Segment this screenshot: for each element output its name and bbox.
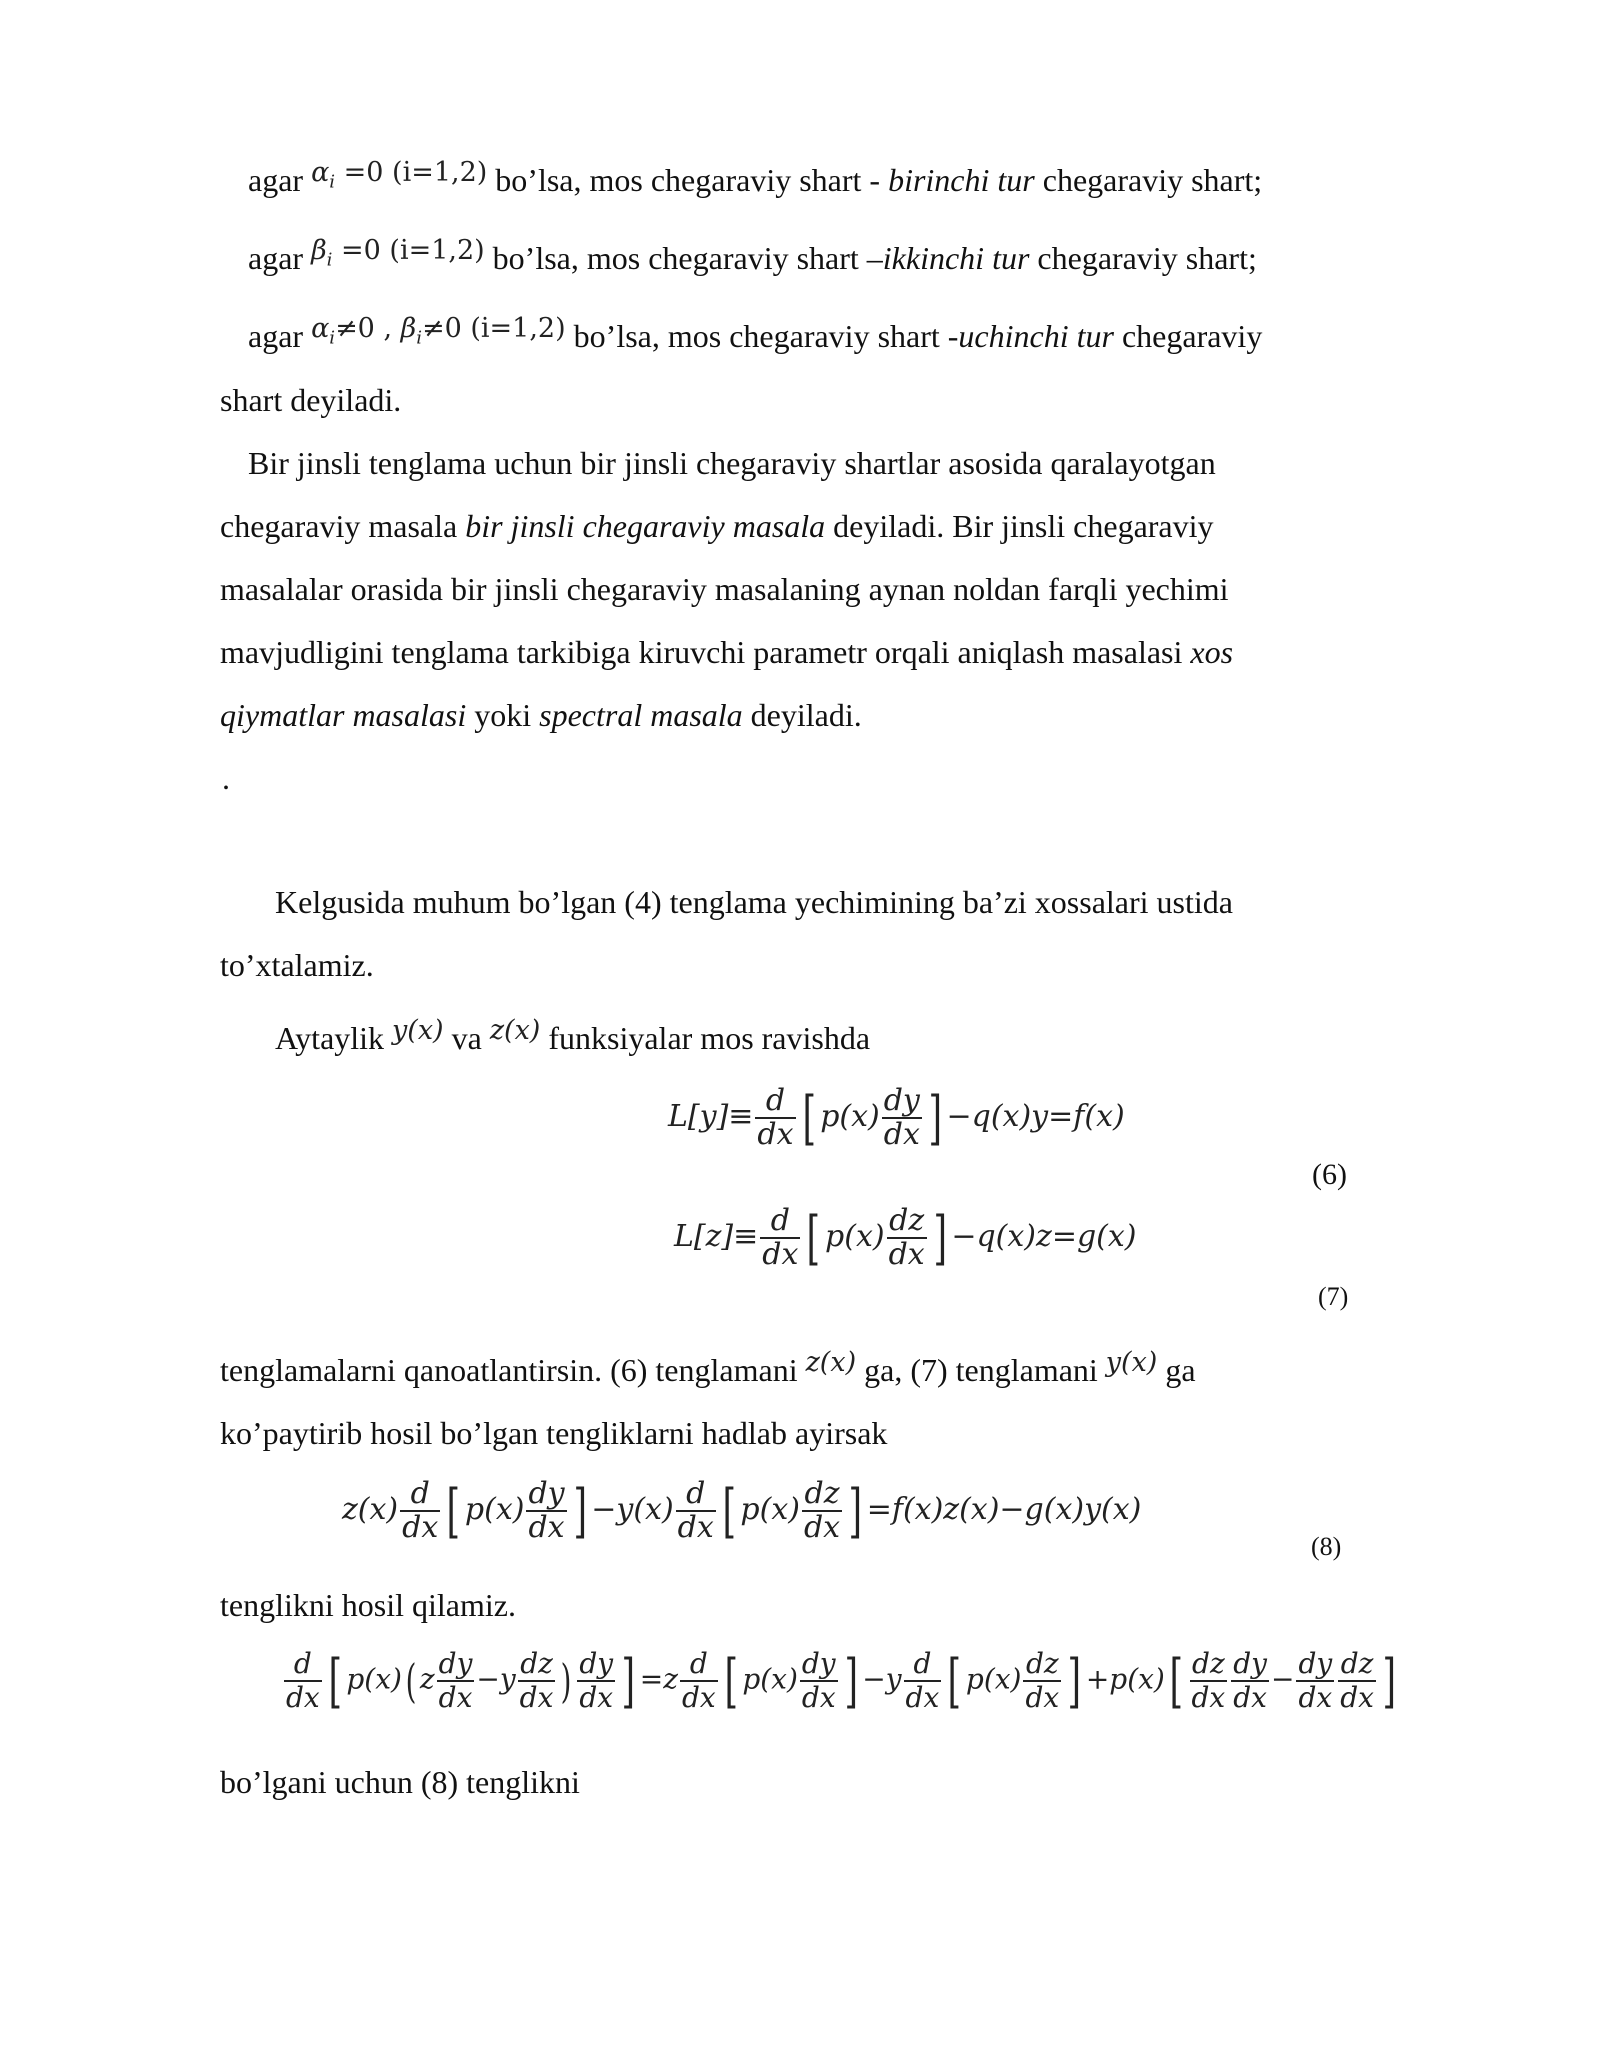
para2-line1: Bir jinsli tenglama uchun bir jinsli chegaraviy shartlar asosida qaralayotgan <box>248 445 1216 481</box>
word-agar: agar <box>248 240 304 276</box>
eq-p: p(x) <box>346 1662 402 1696</box>
bracket-left: [ <box>806 1204 821 1272</box>
para5-line2: ko’paytirib hosil bo’lgan tengliklarni hadlab ayirsak <box>220 1415 888 1451</box>
term-first-kind: birinchi tur <box>888 162 1035 198</box>
text-segment: ga, (7) tenglamani <box>856 1352 1106 1388</box>
fraction-dz-dx: $\frac{dz}{dx}$ <box>803 1476 841 1545</box>
fraction-d-dx: $\frac{d}{dx}$ <box>286 1647 320 1714</box>
text-segment: chegaraviy shart; <box>1029 240 1257 276</box>
term-third-kind: uchinchi tur <box>958 318 1114 354</box>
text-segment: Aytaylik <box>275 1020 393 1056</box>
word-agar: agar <box>248 318 304 354</box>
bracket-right: ] <box>844 1647 858 1715</box>
eq-term: −y(x) <box>591 1492 674 1527</box>
bracket-right: ] <box>621 1647 636 1715</box>
eq-lhs: L[z]≡ <box>674 1219 759 1254</box>
text-segment: bo’lsa, mos chegaraviy shart – <box>484 240 883 276</box>
eq-equals-z: =z <box>639 1662 678 1696</box>
condition-line-1 <box>248 157 1263 212</box>
para7-line: bo’lgani uchun (8) tenglikni <box>220 1764 580 1800</box>
eq-lhs: L[y]≡ <box>668 1099 754 1134</box>
text-segment: chegaraviy masala <box>220 508 466 544</box>
alpha-beta-condition: αi≠0 , βi≠0 (i=1,2) <box>311 313 566 349</box>
term-homogeneous-bvp: bir jinsli chegaraviy masala <box>465 508 826 544</box>
text-segment: yoki <box>466 697 540 733</box>
term-xos: xos <box>1190 634 1234 670</box>
bracket-left: [ <box>722 1477 736 1545</box>
bracket-left: [ <box>724 1647 738 1715</box>
bracket-right: ] <box>1067 1647 1082 1715</box>
eq-label-6: (6) <box>1312 1158 1347 1191</box>
eq-label-7: (7) <box>1318 1282 1349 1311</box>
para6-line: tenglikni hosil qilamiz. <box>220 1587 516 1623</box>
fraction-dy-dx: $\frac{dy}{dx}$ <box>1233 1647 1267 1714</box>
fraction-d-dx: $\frac{d}{dx}$ <box>757 1083 794 1152</box>
eq-minus: − <box>1270 1662 1295 1696</box>
alpha-condition: αi =0 (i=1,2) <box>311 157 488 193</box>
text-segment: ga <box>1157 1352 1196 1388</box>
bracket-left: [ <box>446 1477 461 1545</box>
fraction-d-dx: $\frac{d}{dx}$ <box>677 1476 714 1545</box>
word-agar: agar <box>248 162 304 198</box>
identity-equation <box>282 1648 1401 1714</box>
fraction-d-dx: $\frac{d}{dx}$ <box>905 1647 940 1714</box>
bracket-left: [ <box>328 1647 342 1715</box>
para4-line <box>275 1015 871 1061</box>
text-segment: deyiladi. Bir jinsli chegaraviy <box>825 508 1214 544</box>
fraction-dy-dx: $\frac{dy}{dx}$ <box>438 1647 473 1714</box>
fraction-dz-dx: $\frac{dz}{dx}$ <box>519 1647 554 1714</box>
beta-condition: βi =0 (i=1,2) <box>311 235 485 271</box>
eq-minus-y: −y <box>476 1662 516 1696</box>
bracket-right: ] <box>928 1084 942 1152</box>
text-segment: bo’lsa, mos chegaraviy shart - <box>565 318 959 354</box>
bracket-right: ] <box>933 1204 947 1272</box>
bracket-left: [ <box>947 1647 962 1715</box>
equation-8 <box>342 1478 1141 1544</box>
eq-p: p(x) <box>825 1219 885 1254</box>
line-4: shart deyiladi. <box>220 382 402 418</box>
text-segment: bo’lsa, mos chegaraviy shart - <box>487 162 889 198</box>
text-segment: funksiyalar mos ravishda <box>540 1020 871 1056</box>
eq-plus-p: +p(x) <box>1085 1662 1165 1696</box>
text-segment: mavjudligini tenglama tarkibiga kiruvchi parametr orqali aniqlash masalasi <box>220 634 1191 670</box>
fraction-d-dx: $\frac{d}{dx}$ <box>402 1476 439 1545</box>
fraction-d-dx: $\frac{d}{dx}$ <box>681 1647 716 1714</box>
fraction-dy-dx: $\frac{dy}{dx}$ <box>528 1476 565 1545</box>
fraction-d-dx: $\frac{d}{dx}$ <box>762 1203 799 1272</box>
eq-p: p(x) <box>820 1099 880 1134</box>
bracket-right: ] <box>573 1477 587 1545</box>
para2-line2 <box>220 506 1214 546</box>
fraction-dz-dx: $\frac{dz}{dx}$ <box>1191 1647 1226 1714</box>
function-y: y(x) <box>392 1015 444 1046</box>
text-segment: chegaraviy <box>1113 318 1263 354</box>
condition-line-2 <box>248 235 1257 290</box>
paren-right: ) <box>560 1654 572 1708</box>
eq-z: z <box>419 1662 435 1696</box>
term-second-kind: ikkinchi tur <box>882 240 1030 276</box>
eq-p: p(x) <box>965 1662 1022 1696</box>
bracket-right: ] <box>848 1477 863 1545</box>
eq-label-8: (8) <box>1311 1532 1342 1561</box>
eq-term: z(x) <box>342 1492 399 1527</box>
eq-minus-y: −y <box>862 1662 902 1696</box>
para3-line2: to’xtalamiz. <box>220 947 374 983</box>
paren-left: ( <box>405 1654 417 1708</box>
text-segment: chegaraviy shart; <box>1034 162 1263 198</box>
eq-p: p(x) <box>464 1492 525 1527</box>
para2-line5 <box>220 695 862 735</box>
para2-line4 <box>220 632 1233 672</box>
text-segment: deyiladi. <box>742 697 862 733</box>
para5-line1 <box>220 1347 1196 1393</box>
term-eigenvalue-problem: qiymatlar masalasi <box>220 697 467 733</box>
fraction-dz-dx: $\frac{dz}{dx}$ <box>1025 1647 1060 1714</box>
fraction-dy-dx: $\frac{dy}{dx}$ <box>801 1647 836 1714</box>
text-segment: va <box>443 1020 490 1056</box>
bracket-left: [ <box>1169 1647 1183 1715</box>
para2-line3: masalalar orasida bir jinsli chegaraviy masalaning aynan noldan farqli yechimi <box>220 571 1229 607</box>
fraction-dy-dx: $\frac{dy}{dx}$ <box>883 1083 920 1152</box>
fraction-dz-dx: $\frac{dz}{dx}$ <box>1340 1647 1374 1714</box>
equation-7 <box>674 1205 1137 1271</box>
eq-rhs: =f(x)z(x)−g(x)y(x) <box>866 1492 1142 1527</box>
condition-line-3 <box>248 313 1263 368</box>
function-z: z(x) <box>805 1347 857 1378</box>
bracket-left: [ <box>802 1084 816 1152</box>
term-spectral-problem: spectral masala <box>539 697 743 733</box>
function-z: z(x) <box>489 1015 541 1046</box>
equation-6 <box>668 1085 1125 1151</box>
eq-p: p(x) <box>740 1492 800 1527</box>
text-segment: tenglamalarni qanoatlantirsin. (6) tenglamani <box>220 1352 806 1388</box>
fraction-dy-dx: $\frac{dy}{dx}$ <box>1298 1647 1333 1714</box>
fraction-dz-dx: $\frac{dz}{dx}$ <box>888 1203 925 1272</box>
eq-p: p(x) <box>742 1662 798 1696</box>
function-y: y(x) <box>1105 1347 1158 1378</box>
stray-dot: . <box>222 760 230 796</box>
fraction-dy-dx: $\frac{dy}{dx}$ <box>579 1647 614 1714</box>
para3-line1: Kelgusida muhum bo’lgan (4) tenglama yechimining ba’zi xossalari ustida <box>275 884 1233 920</box>
eq-rhs: −q(x)y=f(x) <box>946 1099 1125 1134</box>
eq-rhs: −q(x)z=g(x) <box>951 1219 1137 1254</box>
bracket-right: ] <box>1382 1647 1397 1715</box>
